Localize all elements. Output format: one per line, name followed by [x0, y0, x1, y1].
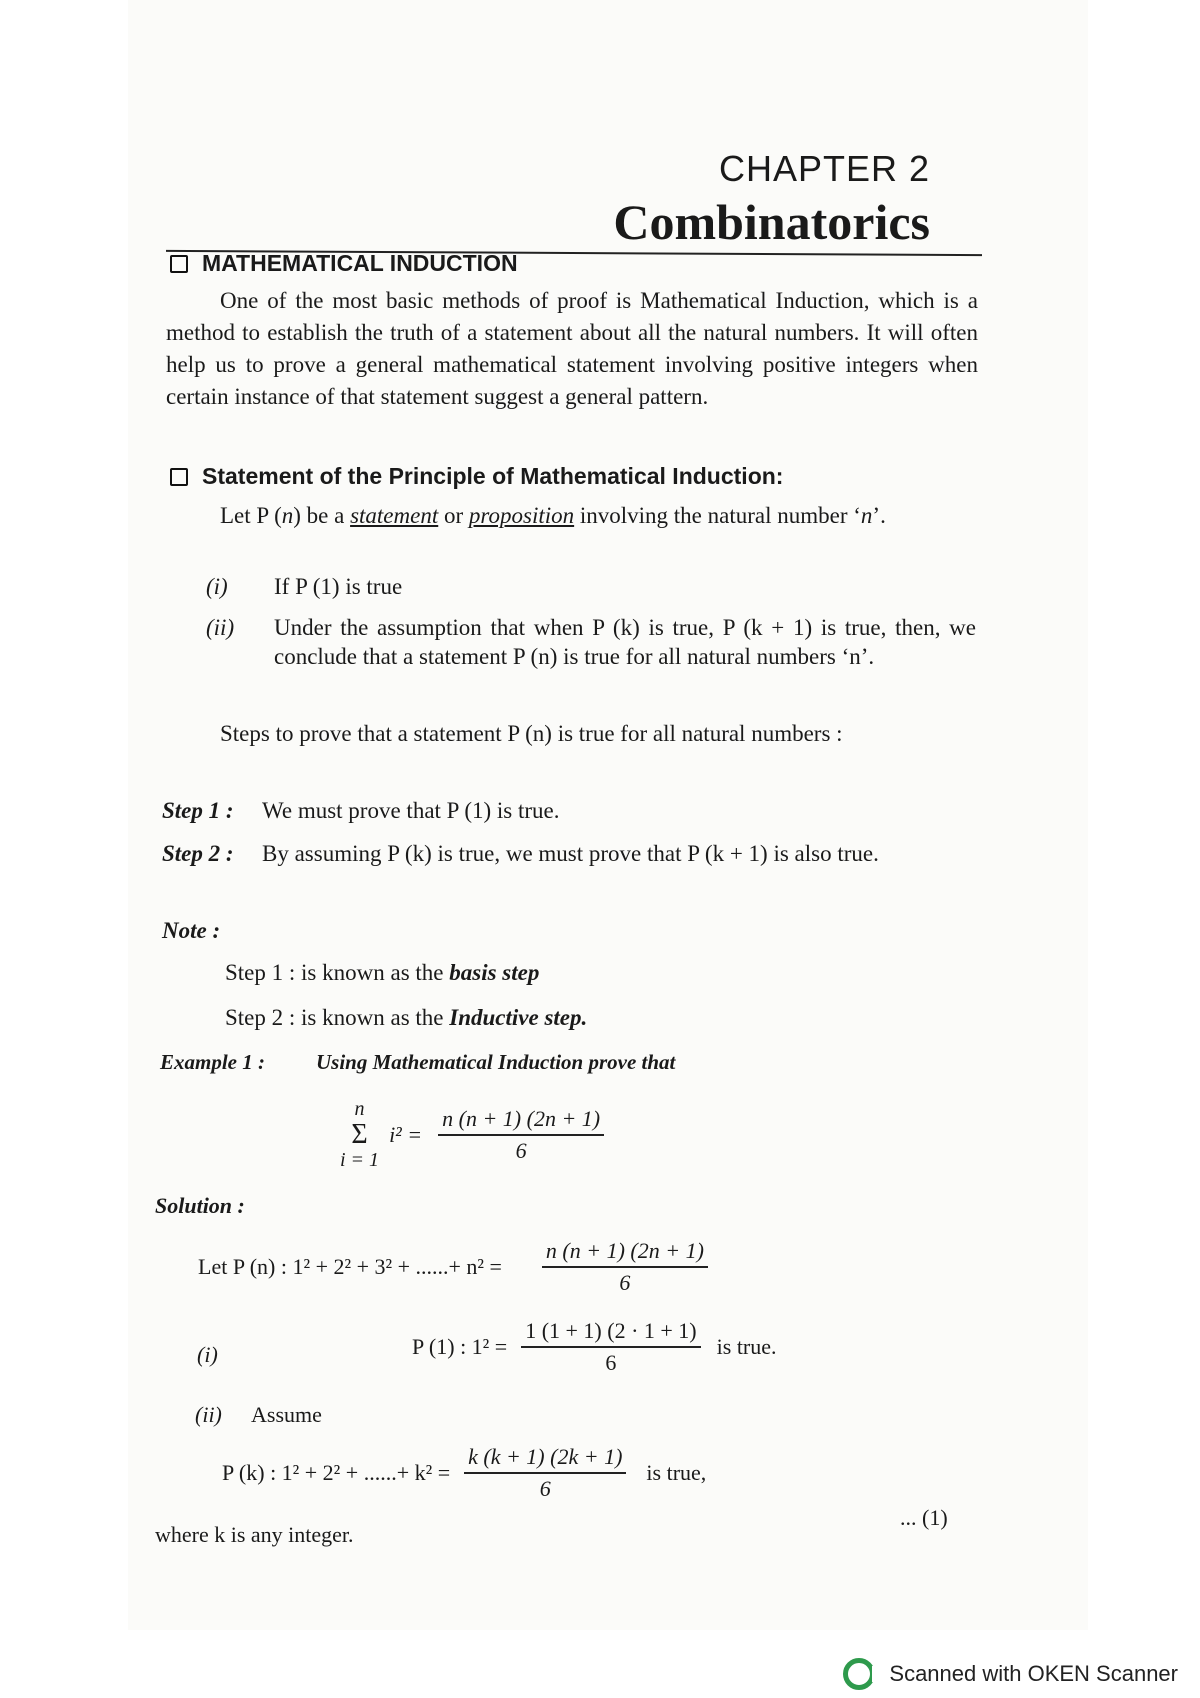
scanner-watermark: Scanned with OKEN Scanner	[843, 1658, 1178, 1690]
list-item: (i) If P (1) is true	[206, 574, 403, 599]
checkbox-bullet-icon	[170, 468, 188, 486]
steps-list	[162, 795, 972, 869]
pk-fraction: $\frac{k (k + 1) (2k + 1)}{6}$	[464, 1444, 626, 1502]
step-row: Step 1 : We must prove that P (1) is true.	[162, 798, 560, 823]
principle-intro: Let P (n) be a statement or proposition involving the natural number ‘n’.	[220, 503, 886, 528]
section-heading-induction: MATHEMATICAL INDUCTION	[170, 250, 518, 277]
steps-intro: Steps to prove that a statement P (n) is true for all natural numbers :	[220, 721, 843, 746]
principle-list	[206, 572, 976, 671]
solution-let-line: Let P (n) : 1² + 2² + 3² + ......+ n² = $\frac{n (n + 1) (2n + 1)}{6}$	[198, 1238, 708, 1296]
case-i-formula: P (1) : 1² = $\frac{1 (1 + 1) (2 \cdot 1 + 1)}{6}$ is true.	[412, 1318, 777, 1375]
oken-scanner-logo-icon	[843, 1658, 875, 1690]
case-ii-line: (ii) Assume	[195, 1402, 322, 1427]
note-label: Note :	[162, 918, 221, 943]
checkbox-bullet-icon	[170, 255, 188, 273]
let-fraction: $\frac{n (n + 1) (2n + 1)}{6}$	[542, 1238, 708, 1296]
note-inductive: Step 2 : is known as the Inductive step.	[225, 1005, 588, 1030]
case-i-label: (i)	[197, 1342, 218, 1367]
sum-notation: n Σ i = 1	[340, 1098, 380, 1171]
solution-label: Solution :	[155, 1193, 245, 1218]
section-heading-principle: Statement of the Principle of Mathematical Induction:	[170, 463, 783, 490]
example-formula: n Σ i = 1 i² = $\frac{n (n + 1) (2n + 1)}{6}$	[340, 1098, 604, 1172]
intro-paragraph: One of the most basic methods of proof is Mathematical Induction, which is a method to establish the truth of a statement about all the natural numbers. It will often help us to prove a general mathematical statement involving positive integers when certain instance of that statement suggest a general pattern.	[166, 288, 978, 409]
chapter-label: CHAPTER 2	[718, 148, 930, 189]
step-row: Step 2 : By assuming P (k) is true, we must prove that P (k + 1) is also true.	[162, 841, 879, 866]
example-heading: Example 1 : Using Mathematical Induction prove that	[160, 1050, 676, 1074]
case-ii-formula: P (k) : 1² + 2² + ......+ k² = $\frac{k (k + 1) (2k + 1)}{6}$ is true,	[222, 1444, 707, 1501]
example-fraction: $\frac{n (n + 1) (2n + 1)}{6}$	[438, 1106, 604, 1164]
note-basis: Step 1 : is known as the basis step	[225, 960, 540, 985]
list-item: (ii) Under the assumption that when P (k) is true, P (k + 1) is true, then, we conclude that a statement P (n) is true for all natural numbers ‘n’.	[206, 615, 976, 669]
p1-fraction: $\frac{1 (1 + 1) (2 \cdot 1 + 1)}{6}$	[521, 1318, 700, 1376]
where-line: where k is any integer.	[155, 1522, 354, 1547]
equation-reference: ... (1)	[900, 1505, 948, 1530]
chapter-title: Combinatorics	[613, 194, 930, 250]
